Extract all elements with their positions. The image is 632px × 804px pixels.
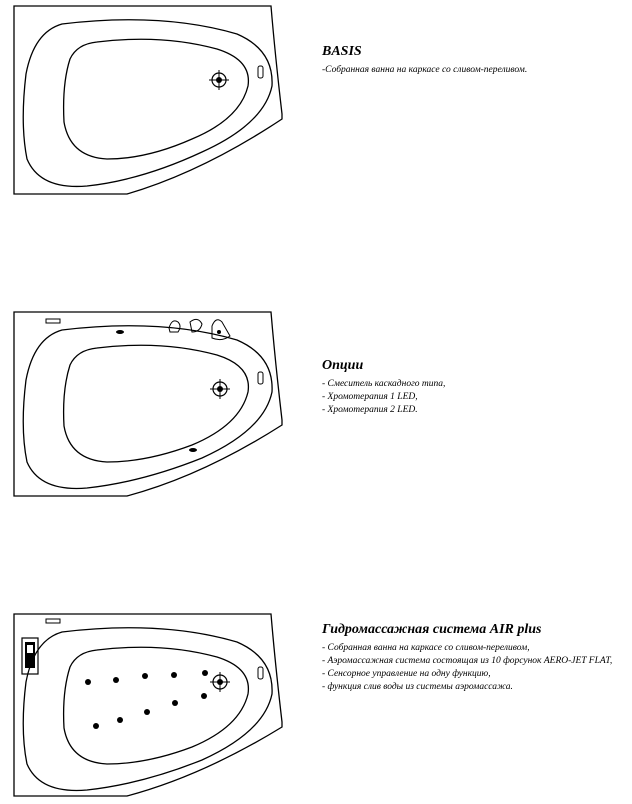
options-item: - Хромотерапия 1 LED, bbox=[322, 392, 418, 402]
tub-frame bbox=[14, 312, 282, 496]
tub-basin bbox=[64, 345, 249, 462]
air-plus-item: - Сенсорное управление на одну функцию, bbox=[322, 669, 491, 679]
air-jet-icon bbox=[201, 693, 207, 699]
air-jet-icon bbox=[85, 679, 91, 685]
bathtub-air-plus-svg bbox=[12, 612, 284, 798]
air-plus-item: - функция слив воды из системы аэромассажа. bbox=[322, 682, 513, 692]
bathtub-options-svg bbox=[12, 310, 284, 498]
air-jet-icon bbox=[142, 673, 148, 679]
air-jet-icon bbox=[113, 677, 119, 683]
drain-icon bbox=[209, 70, 229, 90]
basis-title: BASIS bbox=[322, 44, 362, 59]
air-plus-item: - Аэромассажная система состоящая из 10 форсунок AERO-JET FLAT, bbox=[322, 656, 613, 666]
control-panel-icon bbox=[46, 319, 60, 323]
led-light-icon bbox=[189, 448, 197, 452]
overflow-icon bbox=[258, 66, 263, 78]
control-panel-icon bbox=[46, 619, 60, 623]
basis-description: -Собранная ванна на каркасе со сливом-переливом. bbox=[322, 65, 528, 75]
air-plus-title: Гидромассажная система AIR plus bbox=[322, 622, 542, 637]
mixer-icon bbox=[169, 319, 230, 339]
options-item: - Смеситель каскадного типа, bbox=[322, 379, 446, 389]
section-options bbox=[0, 300, 632, 500]
section-air-plus bbox=[0, 600, 632, 804]
options-text bbox=[322, 357, 622, 417]
section-basis bbox=[0, 0, 632, 200]
air-jet-icon bbox=[93, 723, 99, 729]
air-jet-icon bbox=[117, 717, 123, 723]
tub-basin bbox=[64, 647, 249, 764]
led-light-icon bbox=[116, 330, 124, 334]
air-plus-list bbox=[322, 642, 622, 694]
bathtub-basis-drawing bbox=[12, 4, 284, 196]
air-plus-item: - Собранная ванна на каркасе со сливом-переливом, bbox=[322, 643, 530, 653]
air-plus-text bbox=[322, 621, 622, 694]
options-item: - Хромотерапия 2 LED. bbox=[322, 405, 418, 415]
overflow-icon bbox=[258, 372, 263, 384]
drain-icon bbox=[210, 379, 230, 399]
basis-text bbox=[322, 43, 622, 77]
air-jet-icon bbox=[144, 709, 150, 715]
options-title: Опции bbox=[322, 358, 364, 373]
air-jet-icon bbox=[172, 700, 178, 706]
tub-basin bbox=[64, 39, 249, 159]
bathtub-options-drawing bbox=[12, 310, 284, 498]
drain-icon bbox=[210, 672, 230, 692]
tub-outer-rim bbox=[23, 20, 272, 187]
bathtub-basis-svg bbox=[12, 4, 284, 196]
overflow-icon bbox=[258, 667, 263, 679]
air-jet-icon bbox=[171, 672, 177, 678]
tub-frame bbox=[14, 614, 282, 796]
bathtub-air-plus-drawing bbox=[12, 612, 284, 798]
air-jet-icon bbox=[202, 670, 208, 676]
options-list bbox=[322, 378, 622, 417]
tub-outer-rim bbox=[23, 326, 272, 489]
